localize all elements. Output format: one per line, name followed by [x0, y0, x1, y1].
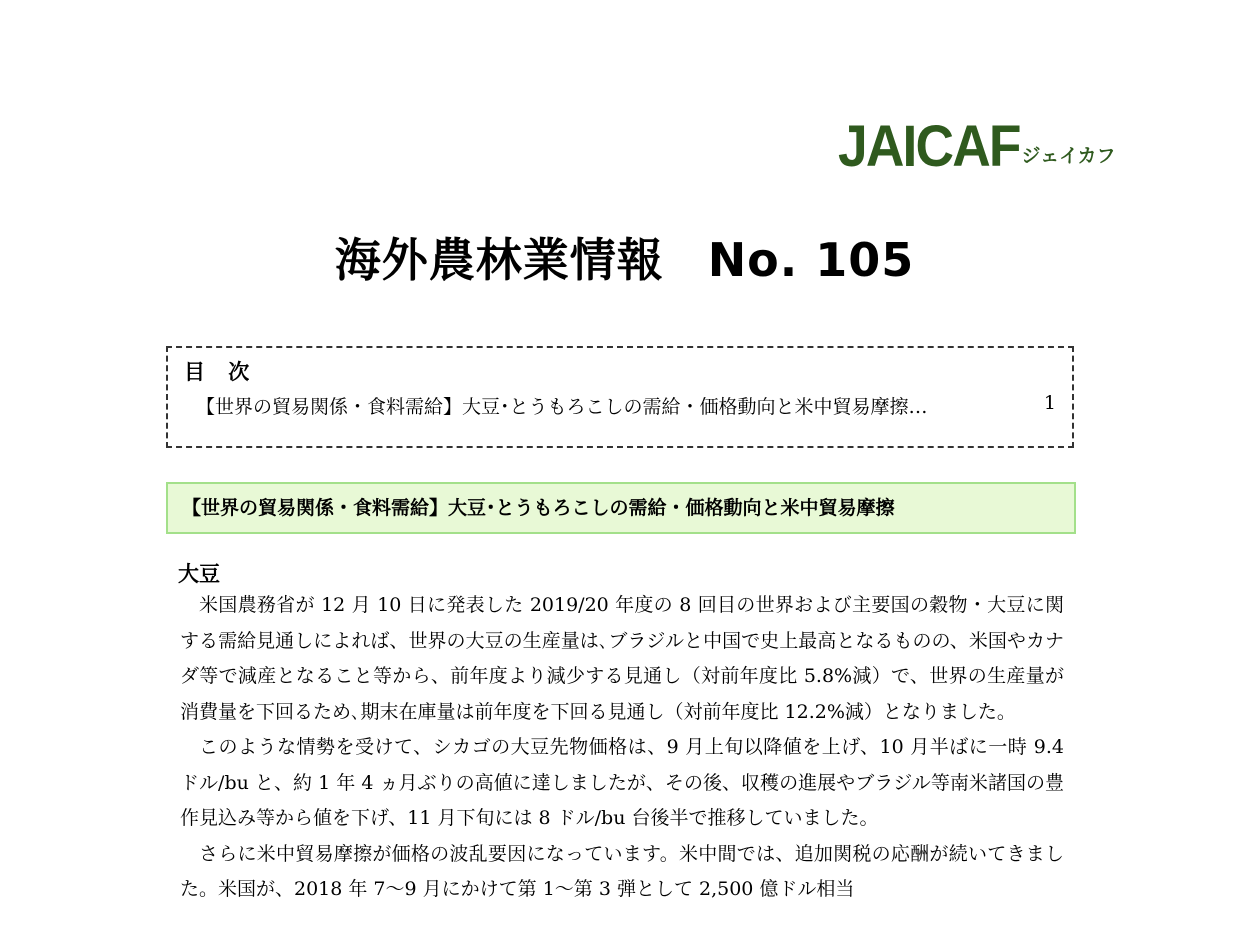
- table-of-contents: [166, 346, 1074, 448]
- jaicaf-logo: [838, 114, 1116, 179]
- subheading-soybean: 大豆: [178, 562, 220, 586]
- page-title: [0, 224, 1249, 290]
- toc-entry-link[interactable]: 【世界の貿易関係・食料需給】大豆･とうもろこしの需給・価格動向と米中貿易摩擦…: [196, 396, 928, 418]
- section-title-banner: 【世界の貿易関係・食料需給】大豆･とうもろこしの需給・価格動向と米中貿易摩擦: [166, 482, 1076, 534]
- issue-number: No. 105: [707, 233, 915, 287]
- toc-page-number: 1: [1043, 392, 1056, 414]
- paragraph: このような情勢を受けて、シカゴの大豆先物価格は、9 月上旬以降値を上げ、10 月半ばに一時 9.4 ドル/bu と、約 1 年 4 ヵ月ぶりの高値に達しましたが、その後、収穫の進展やブラジル等南米諸国の豊作見込み等から値を下げ、11 月下旬には 8 ドル/bu 台後半で推移していました。: [180, 736, 1064, 829]
- paragraph: さらに米中貿易摩擦が価格の波乱要因になっています。米中間では、追加関税の応酬が続いてきました。米国が、2018 年 7〜9 月にかけて第 1〜第 3 弾として 2,500 億ドル相当: [180, 842, 1064, 900]
- toc-heading: 目 次: [184, 360, 258, 384]
- logo-wordmark: JAICAF: [838, 114, 1020, 179]
- article-body: [180, 588, 1064, 908]
- paragraph: 米国農務省が 12 月 10 日に発表した 2019/20 年度の 8 回目の世界および主要国の穀物・大豆に関する需給見通しによれば、世界の大豆の生産量は､ブラジルと中国で史上最高となるものの、米国やカナダ等で減産となること等から、前年度より減少する見通し（対前年度比 5.8%減）で、世界の生産量が消費量を下回るため､期末在庫量は前年度を下回る見通し（対前年度比 12.2%減）となりました。: [180, 594, 1064, 723]
- title-text: 海外農林業情報: [334, 233, 664, 287]
- logo-katakana: ジェイカフ: [1021, 145, 1116, 167]
